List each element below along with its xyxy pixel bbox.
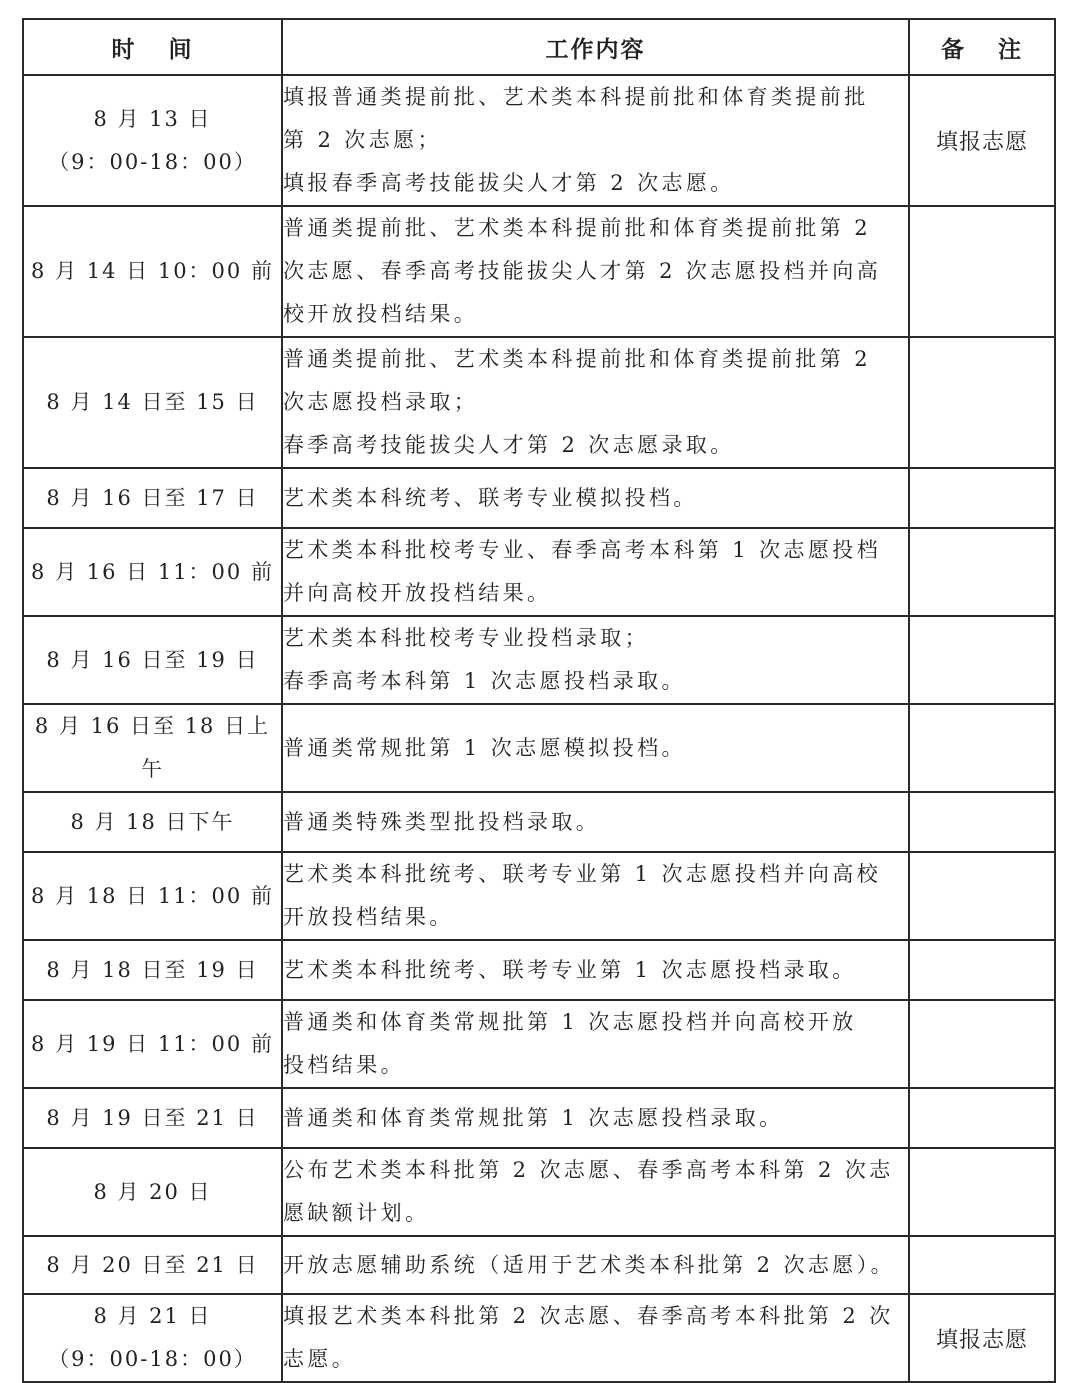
cell-note	[909, 616, 1055, 704]
cell-note	[909, 792, 1055, 852]
content-line: 愿缺额计划。	[283, 1201, 430, 1225]
cell-time	[23, 704, 282, 792]
time-line: 8 月 16 日 11：00 前	[31, 559, 274, 584]
cell-content	[282, 337, 909, 468]
content-line: 志愿。	[283, 1347, 357, 1371]
content-line: 普通类和体育类常规批第 1 次志愿投档录取。	[283, 1105, 784, 1130]
cell-content	[282, 1088, 909, 1148]
time-line: 8 月 16 日至 19 日	[46, 647, 259, 672]
content-line: 公布艺术类本科批第 2 次志愿、春季高考本科第 2 次志	[283, 1158, 894, 1182]
table-row	[23, 528, 1055, 616]
content-line: 艺术类本科统考、联考专业模拟投档。	[283, 485, 698, 510]
cell-note	[909, 528, 1055, 616]
cell-time	[23, 468, 282, 528]
cell-content	[282, 1294, 909, 1382]
time-line: （9：00-18：00）	[48, 149, 257, 174]
content-line: 并向高校开放投档结果。	[283, 581, 552, 605]
cell-time	[23, 1148, 282, 1236]
table-row	[23, 206, 1055, 337]
cell-note	[909, 852, 1055, 940]
cell-time	[23, 206, 282, 337]
cell-time	[23, 792, 282, 852]
cell-content	[282, 852, 909, 940]
cell-time	[23, 1294, 282, 1382]
table-body	[23, 75, 1055, 1382]
content-line: 艺术类本科批统考、联考专业第 1 次志愿投档录取。	[283, 957, 857, 982]
content-line: 填报普通类提前批、艺术类本科提前批和体育类提前批	[283, 85, 869, 109]
cell-content	[282, 1236, 909, 1294]
table-row	[23, 940, 1055, 1000]
cell-note	[909, 940, 1055, 1000]
cell-time	[23, 75, 282, 206]
cell-time	[23, 528, 282, 616]
time-line: 8 月 18 日下午	[70, 809, 235, 834]
content-line: 艺术类本科批统考、联考专业第 1 次志愿投档并向高校	[283, 862, 882, 886]
cell-time	[23, 1088, 282, 1148]
cell-note	[909, 1000, 1055, 1088]
time-line: 8 月 14 日 10：00 前	[31, 259, 274, 283]
header-content: 工作内容	[282, 19, 909, 75]
content-line: 春季高考本科第 1 次志愿投档录取。	[283, 669, 686, 693]
cell-content	[282, 528, 909, 616]
content-line: 校开放投档结果。	[283, 302, 479, 326]
table-row	[23, 1088, 1055, 1148]
cell-time	[23, 616, 282, 704]
time-line: 8 月 21 日	[93, 1304, 212, 1328]
content-line: 开放投档结果。	[283, 905, 454, 929]
table-row	[23, 616, 1055, 704]
cell-content	[282, 616, 909, 704]
content-line: 艺术类本科批校考专业投档录取；	[283, 626, 649, 650]
content-line: 填报春季高考技能拔尖人才第 2 次志愿。	[283, 171, 735, 195]
cell-note	[909, 1088, 1055, 1148]
header-time: 时 间	[23, 19, 282, 75]
content-line: 次志愿投档录取；	[283, 390, 479, 414]
table-row	[23, 468, 1055, 528]
time-line: 8 月 13 日	[93, 106, 212, 131]
cell-note	[909, 1236, 1055, 1294]
cell-content	[282, 792, 909, 852]
time-line: 8 月 14 日至 15 日	[46, 390, 259, 414]
cell-note	[909, 337, 1055, 468]
table-row	[23, 704, 1055, 792]
time-line: 8 月 16 日至 18 日上午	[34, 714, 271, 781]
cell-time	[23, 940, 282, 1000]
time-line: 8 月 18 日 11：00 前	[31, 883, 274, 908]
cell-note: 填报志愿	[909, 75, 1055, 206]
time-line: 8 月 20 日	[93, 1179, 212, 1204]
table-row	[23, 1148, 1055, 1236]
content-line: 开放志愿辅助系统（适用于艺术类本科批第 2 次志愿）。	[283, 1252, 896, 1277]
content-line: 填报艺术类本科批第 2 次志愿、春季高考本科批第 2 次	[283, 1304, 894, 1328]
cell-content	[282, 940, 909, 1000]
content-line: 普通类提前批、艺术类本科提前批和体育类提前批第 2	[283, 216, 872, 240]
time-line: 8 月 18 日至 19 日	[46, 957, 259, 982]
content-line: 普通类常规批第 1 次志愿模拟投档。	[283, 735, 686, 760]
table-header-row	[23, 19, 1055, 75]
table-row	[23, 1000, 1055, 1088]
cell-note	[909, 468, 1055, 528]
cell-note	[909, 1148, 1055, 1236]
content-line: 艺术类本科批校考专业、春季高考本科第 1 次志愿投档	[283, 538, 882, 562]
time-line: （9：00-18：00）	[48, 1347, 257, 1371]
cell-time	[23, 852, 282, 940]
cell-content	[282, 704, 909, 792]
time-line: 8 月 19 日 11：00 前	[31, 1031, 274, 1056]
cell-time	[23, 1236, 282, 1294]
content-line: 第 2 次志愿；	[283, 128, 442, 152]
cell-content	[282, 468, 909, 528]
table-row	[23, 1236, 1055, 1294]
admission-schedule-table	[22, 18, 1056, 1383]
table-row	[23, 75, 1055, 206]
cell-note	[909, 206, 1055, 337]
cell-time	[23, 337, 282, 468]
time-line: 8 月 20 日至 21 日	[46, 1252, 259, 1277]
header-note: 备 注	[909, 19, 1055, 75]
cell-time	[23, 1000, 282, 1088]
table-row	[23, 852, 1055, 940]
content-line: 普通类特殊类型批投档录取。	[283, 809, 601, 834]
table-row	[23, 1294, 1055, 1382]
content-line: 春季高考技能拔尖人才第 2 次志愿录取。	[283, 433, 735, 457]
content-line: 普通类提前批、艺术类本科提前批和体育类提前批第 2	[283, 347, 872, 371]
time-line: 8 月 19 日至 21 日	[46, 1105, 259, 1130]
table-row	[23, 337, 1055, 468]
cell-content	[282, 1148, 909, 1236]
cell-content	[282, 206, 909, 337]
cell-content	[282, 75, 909, 206]
content-line: 普通类和体育类常规批第 1 次志愿投档并向高校开放	[283, 1010, 857, 1034]
table-row	[23, 792, 1055, 852]
cell-note: 填报志愿	[909, 1294, 1055, 1382]
cell-content	[282, 1000, 909, 1088]
content-line: 次志愿、春季高考技能拔尖人才第 2 次志愿投档并向高	[283, 259, 882, 283]
content-line: 投档结果。	[283, 1053, 405, 1077]
time-line: 8 月 16 日至 17 日	[46, 485, 259, 510]
cell-note	[909, 704, 1055, 792]
